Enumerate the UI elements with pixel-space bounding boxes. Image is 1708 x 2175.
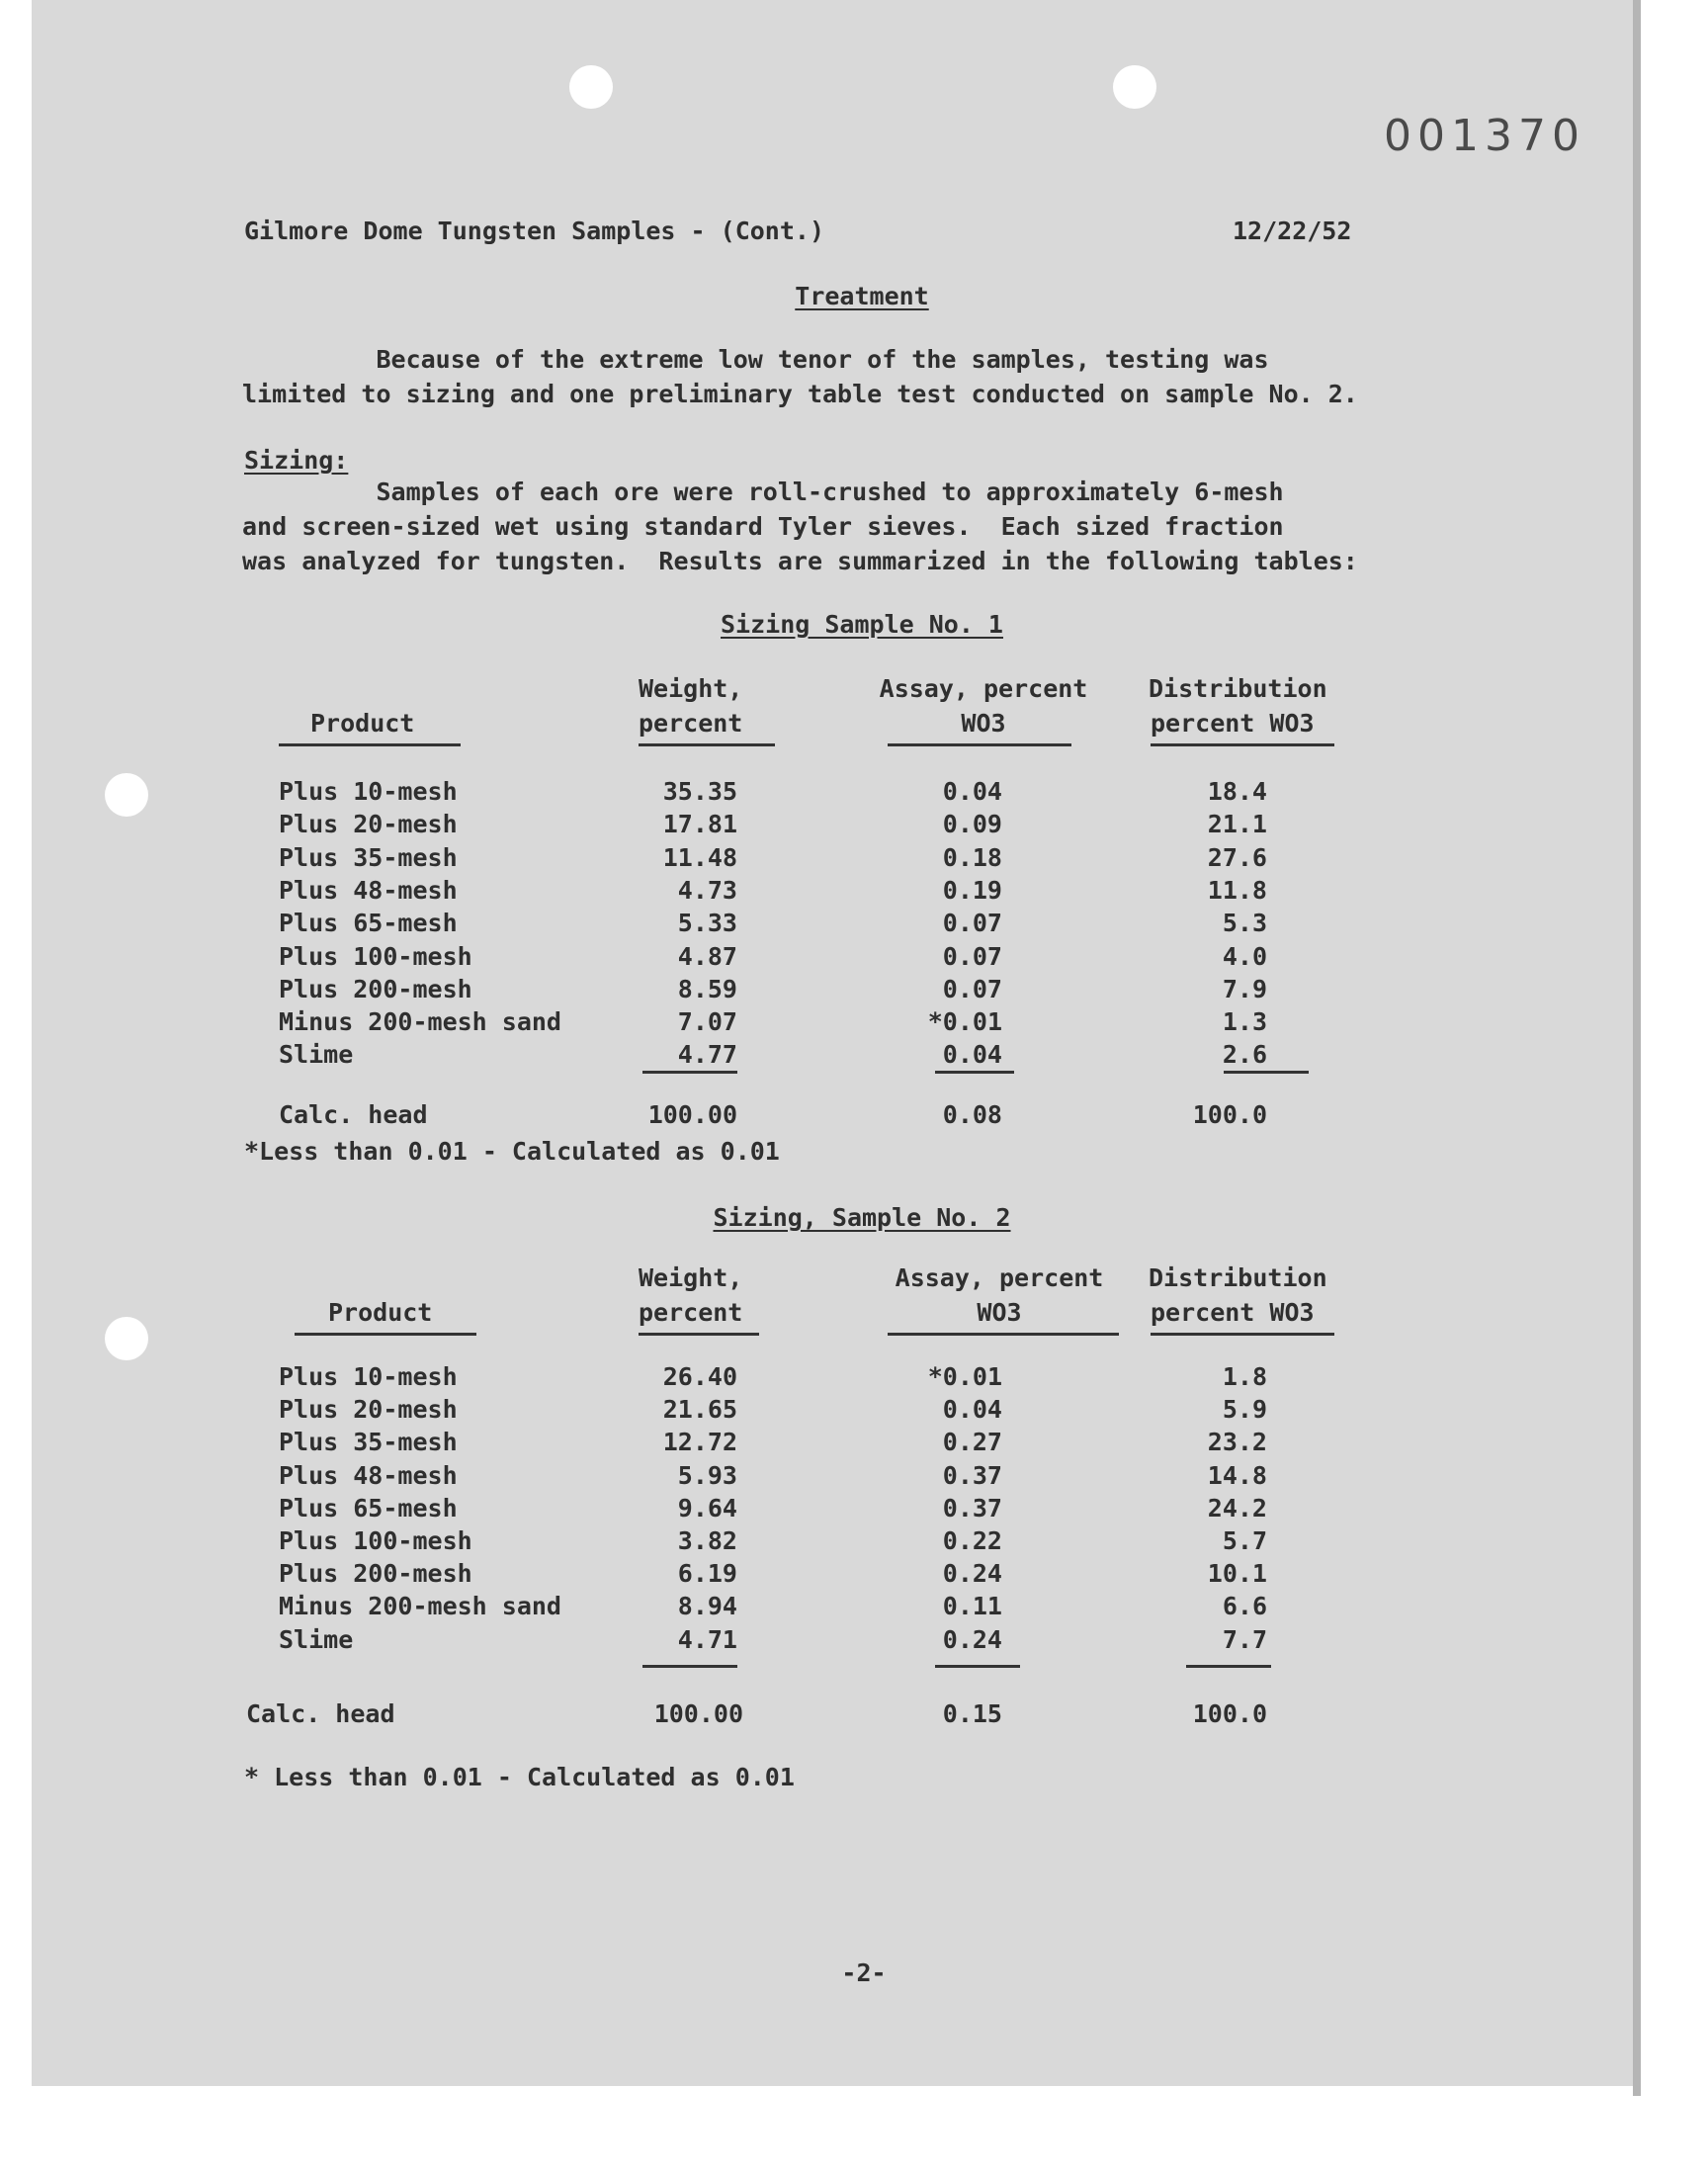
- cell-dist: 10.1: [1207, 1559, 1267, 1589]
- cell-dist: 27.6: [1207, 842, 1267, 872]
- cell-product: Plus 35-mesh: [279, 1428, 458, 1457]
- table-1-total-dist: 100.0: [1192, 1100, 1267, 1129]
- cell-weight: 26.40: [662, 1362, 737, 1391]
- table-2-total-dist: 100.0: [1192, 1699, 1267, 1728]
- cell-weight: 6.19: [677, 1559, 737, 1589]
- cell-dist: 23.2: [1207, 1428, 1267, 1457]
- cell-weight: 4.77: [677, 1040, 737, 1070]
- cell-dist: 6.6: [1222, 1592, 1267, 1621]
- table-2-total-rule: [642, 1665, 737, 1668]
- table-2-header-assay-1: Assay, percent: [895, 1263, 1104, 1292]
- sizing-heading: Sizing:: [244, 446, 349, 475]
- cell-dist: 4.0: [1222, 941, 1267, 971]
- table-2-header-dist-1: Distribution: [1149, 1263, 1327, 1292]
- treatment-line-2: limited to sizing and one preliminary table test conducted on sample No. 2.: [242, 380, 1358, 408]
- table-2-header-rule: [888, 1333, 1119, 1336]
- table-1-total-rule: [642, 1071, 737, 1074]
- cell-product: Slime: [279, 1624, 354, 1654]
- table-1-total-rule: [935, 1071, 1014, 1074]
- cell-product: Slime: [279, 1040, 354, 1070]
- table-1-header-weight-2: percent: [639, 709, 743, 738]
- table-1-total-weight: 100.00: [647, 1100, 737, 1129]
- punch-hole-top-left: [569, 65, 613, 109]
- table-1-total-product: Calc. head: [279, 1100, 428, 1129]
- cell-weight: 11.48: [662, 842, 737, 872]
- cell-weight: 21.65: [662, 1395, 737, 1425]
- cell-assay: 0.37: [942, 1460, 1002, 1490]
- cell-product: Plus 48-mesh: [279, 875, 458, 905]
- table-2-header-product: Product: [328, 1298, 433, 1327]
- cell-dist: 24.2: [1207, 1493, 1267, 1522]
- sizing-line-1: Samples of each ore were roll-crushed to approximately 6-mesh: [242, 478, 1284, 506]
- cell-dist: 11.8: [1207, 875, 1267, 905]
- cell-assay: 0.07: [942, 941, 1002, 971]
- table-1-footnote: *Less than 0.01 - Calculated as 0.01: [244, 1137, 780, 1166]
- treatment-heading: Treatment: [795, 282, 929, 310]
- cell-weight: 8.94: [677, 1592, 737, 1621]
- table-2-header-weight-1: Weight,: [639, 1263, 743, 1292]
- cell-product: Plus 200-mesh: [279, 1559, 472, 1589]
- cell-product: Plus 100-mesh: [279, 941, 472, 971]
- table-1-title: Sizing Sample No. 1: [721, 610, 1003, 639]
- table-2-title: Sizing, Sample No. 2: [713, 1203, 1011, 1232]
- sizing-line-2: and screen-sized wet using standard Tyler sieves. Each sized fraction: [242, 512, 1284, 541]
- cell-assay: 0.18: [942, 842, 1002, 872]
- cell-dist: 14.8: [1207, 1460, 1267, 1490]
- cell-weight: 5.33: [677, 909, 737, 938]
- cell-weight: 4.73: [677, 875, 737, 905]
- cell-assay: 0.37: [942, 1493, 1002, 1522]
- cell-assay: 0.22: [942, 1526, 1002, 1555]
- cell-product: Minus 200-mesh sand: [279, 1592, 561, 1621]
- table-1-header-weight-1: Weight,: [639, 674, 743, 703]
- table-2-header-rule: [1151, 1333, 1334, 1336]
- cell-assay: 0.24: [942, 1559, 1002, 1589]
- table-1-header-rule: [279, 743, 461, 746]
- cell-product: Plus 20-mesh: [279, 1395, 458, 1425]
- cell-weight: 17.81: [662, 810, 737, 839]
- table-2-header-rule: [295, 1333, 476, 1336]
- table-2-total-rule: [935, 1665, 1020, 1668]
- punch-hole-top-right: [1113, 65, 1156, 109]
- punch-hole-left-upper: [105, 773, 148, 817]
- table-2-footnote: * Less than 0.01 - Calculated as 0.01: [244, 1763, 795, 1791]
- cell-assay: *0.01: [927, 1007, 1002, 1037]
- cell-weight: 35.35: [662, 777, 737, 806]
- table-1-total-rule: [1224, 1071, 1309, 1074]
- cell-product: Minus 200-mesh sand: [279, 1007, 561, 1037]
- table-1-header-assay-2: WO3: [961, 709, 1006, 738]
- cell-product: Plus 65-mesh: [279, 909, 458, 938]
- cell-product: Plus 10-mesh: [279, 1362, 458, 1391]
- cell-dist: 18.4: [1207, 777, 1267, 806]
- table-2-header-assay-2: WO3: [977, 1298, 1022, 1327]
- cell-product: Plus 200-mesh: [279, 974, 472, 1003]
- cell-dist: 7.9: [1222, 974, 1267, 1003]
- document-stamp-number: 001370: [1384, 111, 1585, 161]
- cell-dist: 7.7: [1222, 1624, 1267, 1654]
- cell-product: Plus 48-mesh: [279, 1460, 458, 1490]
- cell-assay: 0.07: [942, 974, 1002, 1003]
- cell-dist: 5.9: [1222, 1395, 1267, 1425]
- cell-dist: 21.1: [1207, 810, 1267, 839]
- table-2-total-weight: 100.00: [653, 1699, 743, 1728]
- cell-weight: 7.07: [677, 1007, 737, 1037]
- table-2-total-product: Calc. head: [246, 1699, 395, 1728]
- table-1-header-product: Product: [310, 709, 415, 738]
- cell-dist: 1.3: [1222, 1007, 1267, 1037]
- cell-assay: 0.07: [942, 909, 1002, 938]
- table-2-total-assay: 0.15: [942, 1699, 1002, 1728]
- sizing-line-3: was analyzed for tungsten. Results are summarized in the following tables:: [242, 547, 1358, 575]
- cell-dist: 5.7: [1222, 1526, 1267, 1555]
- table-1-header-rule: [1151, 743, 1334, 746]
- cell-weight: 3.82: [677, 1526, 737, 1555]
- document-date: 12/22/52: [1233, 217, 1352, 245]
- table-2-header-weight-2: percent: [639, 1298, 743, 1327]
- table-2-header-rule: [639, 1333, 759, 1336]
- cell-product: Plus 10-mesh: [279, 777, 458, 806]
- cell-weight: 4.87: [677, 941, 737, 971]
- table-2-header-dist-2: percent WO3: [1151, 1298, 1315, 1327]
- cell-assay: 0.04: [942, 1395, 1002, 1425]
- table-1-total-assay: 0.08: [942, 1100, 1002, 1129]
- page-edge-shadow: [1633, 0, 1641, 2096]
- cell-assay: 0.19: [942, 875, 1002, 905]
- cell-weight: 9.64: [677, 1493, 737, 1522]
- cell-dist: 2.6: [1222, 1040, 1267, 1070]
- table-1-header-dist-2: percent WO3: [1151, 709, 1315, 738]
- cell-weight: 12.72: [662, 1428, 737, 1457]
- page-number: -2-: [841, 1958, 887, 1987]
- cell-dist: 1.8: [1222, 1362, 1267, 1391]
- cell-weight: 4.71: [677, 1624, 737, 1654]
- cell-weight: 5.93: [677, 1460, 737, 1490]
- cell-assay: 0.04: [942, 1040, 1002, 1070]
- table-1-header-dist-1: Distribution: [1149, 674, 1327, 703]
- table-1-header-rule: [639, 743, 775, 746]
- cell-assay: 0.09: [942, 810, 1002, 839]
- cell-assay: *0.01: [927, 1362, 1002, 1391]
- cell-product: Plus 20-mesh: [279, 810, 458, 839]
- cell-product: Plus 35-mesh: [279, 842, 458, 872]
- document-title: Gilmore Dome Tungsten Samples - (Cont.): [244, 217, 824, 245]
- table-1-header-assay-1: Assay, percent: [879, 674, 1088, 703]
- cell-product: Plus 65-mesh: [279, 1493, 458, 1522]
- cell-assay: 0.04: [942, 777, 1002, 806]
- cell-assay: 0.24: [942, 1624, 1002, 1654]
- cell-dist: 5.3: [1222, 909, 1267, 938]
- cell-weight: 8.59: [677, 974, 737, 1003]
- table-2-total-rule: [1186, 1665, 1271, 1668]
- punch-hole-left-lower: [105, 1317, 148, 1360]
- cell-assay: 0.27: [942, 1428, 1002, 1457]
- treatment-line-1: Because of the extreme low tenor of the samples, testing was: [242, 345, 1269, 374]
- table-1-header-rule: [888, 743, 1071, 746]
- cell-assay: 0.11: [942, 1592, 1002, 1621]
- cell-product: Plus 100-mesh: [279, 1526, 472, 1555]
